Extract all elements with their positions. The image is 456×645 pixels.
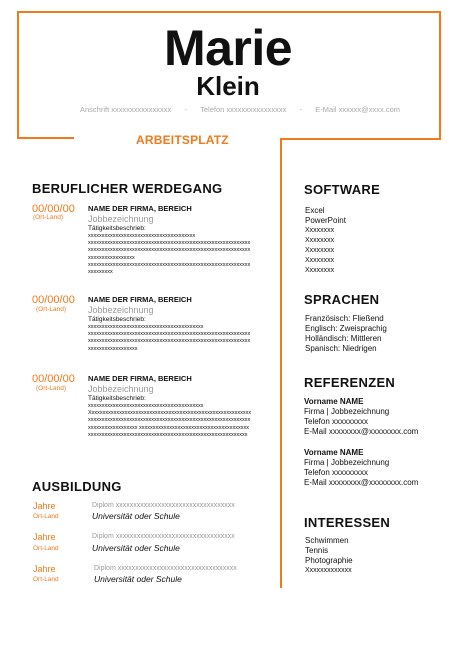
education-year: Jahre	[33, 532, 56, 542]
list-item: Xxxxxxxx	[305, 267, 335, 274]
list-item: Schwimmen	[305, 536, 349, 545]
contact-phone: Telefon xxxxxxxxxxxxxxxx	[200, 105, 287, 114]
company-name: NAME DER FIRMA, BEREICH	[88, 374, 192, 383]
reference-email: E-Mail xxxxxxxx@xxxxxxxx.com	[304, 478, 419, 487]
software-list	[305, 206, 346, 276]
experience-place: (Ort-Land)	[36, 306, 66, 313]
job-role: Jobbezeichnung	[88, 384, 154, 394]
task-line: xxxxxxxxxxxxxxxxxxxxxxxxxxxxxxxxxxxxxxxxxx	[88, 324, 204, 330]
experience-place: (Ort-Land)	[36, 385, 66, 392]
list-item: Excel	[305, 206, 325, 215]
interests-heading: INTERESSEN	[304, 515, 391, 530]
reference-phone: Telefon xxxxxxxxx	[304, 468, 369, 477]
list-item: Spanisch: Niedrigen	[305, 344, 377, 353]
education-place: Ort-Land	[33, 576, 59, 583]
task-line: xxxxxxxxxxxxxxxxxx	[88, 345, 138, 352]
task-line: xxxxxxxxxxxxxxxxxxxxxxxxxxxxxxxxxxxxxxxxxx	[88, 403, 204, 409]
task-line: xxxxxxxxxxxxxxxxxx xxxxxxxxxxxxxxxxxxxxxxxxxxxxxxxxxxxxxxxx	[88, 424, 250, 431]
reference-email: E-Mail xxxxxxxx@xxxxxxxx.com	[304, 427, 419, 436]
task-line: Xxxxxxxxxxxxxxxxxxxxxxxxxxxxxxxxxxxxxxxxxxxxxxxxxxxxxxxxxxx	[88, 410, 252, 417]
frame-line-top	[17, 11, 441, 13]
column-divider	[280, 138, 282, 588]
interests-list	[305, 536, 353, 576]
education-place: Ort-Land	[33, 513, 59, 520]
reference-phone: Telefon xxxxxxxxx	[304, 417, 369, 426]
frame-line-bottom-left	[17, 137, 74, 139]
reference-firm: Firma | Jobbezeichnung	[304, 407, 390, 416]
software-heading: SOFTWARE	[304, 182, 381, 197]
list-item: Xxxxxxxx	[305, 257, 335, 264]
school: Universität oder Schule	[92, 511, 180, 521]
contact-separator: -	[299, 105, 303, 114]
experience-heading: BERUFLICHER WERDEGANG	[32, 181, 223, 196]
experience-place: (Ort-Land)	[33, 214, 63, 221]
job-role: Jobbezeichnung	[88, 305, 154, 315]
education-year: Jahre	[33, 501, 56, 511]
reference-entry	[304, 448, 418, 488]
diploma: Diplom xxxxxxxxxxxxxxxxxxxxxxxxxxxxxxxxxx	[94, 565, 237, 572]
frame-line-bottom-right	[280, 138, 441, 140]
reference-name: Vorname NAME	[304, 448, 364, 457]
task-line: xxxxxxxxxxxxxxxxxxxxxxxxxxxxxxxxxxxxxxxxxxxxxxxxxxxxxxxxxx	[88, 431, 248, 438]
list-item: Tennis	[305, 546, 329, 555]
list-item: Xxxxxxxx	[305, 227, 335, 234]
diploma: Diplom xxxxxxxxxxxxxxxxxxxxxxxxxxxxxxxxxx	[92, 502, 235, 509]
school: Universität oder Schule	[94, 574, 182, 584]
reference-firm: Firma | Jobbezeichnung	[304, 458, 390, 467]
reference-entry	[304, 397, 418, 437]
list-item: Photographie	[305, 556, 353, 565]
education-year: Jahre	[33, 564, 56, 574]
education-place: Ort-Land	[33, 545, 59, 552]
contact-separator: -	[184, 105, 187, 114]
languages-heading: SPRACHEN	[304, 292, 380, 307]
list-item: Xxxxxxxx	[305, 237, 335, 244]
list-item: Französisch: Fließend	[305, 314, 384, 323]
list-item: Xxxxxxxx	[305, 247, 335, 254]
job-role: Jobbezeichnung	[88, 214, 154, 224]
job-title: ARBEITSPLATZ	[136, 133, 229, 147]
task-line: xxxxxxxxxxxxxxxxxxxxxxxxxxxxxxxxxxxxxxxxxxxxxxxxxxxxxxxxxxx	[88, 338, 251, 345]
task-line: xxxxxxxxxxxxxxxxxxxxxxxxxxxxxxxxxxxxxxxxxxxxxxxxxxxxxxxxxxx	[88, 240, 251, 247]
diploma: Diplom xxxxxxxxxxxxxxxxxxxxxxxxxxxxxxxxxx	[92, 533, 235, 540]
experience-date: 00/00/00	[32, 373, 75, 385]
task-line: xxxxxxxxxxxxxxxxxxxxxxxxxxxxxxxxxxxxxxxxxxxxxxxxxxxxxxxxxxx	[88, 417, 251, 424]
task-label: Tätigkeitsbeschrieb:	[88, 316, 146, 323]
task-label: Tätigkeitsbeschrieb:	[88, 395, 146, 402]
task-label: Tätigkeitsbeschrieb:	[88, 225, 146, 232]
experience-date: 00/00/00	[32, 294, 75, 306]
languages-list	[305, 314, 387, 354]
company-name: NAME DER FIRMA, BEREICH	[88, 204, 192, 213]
school: Universität oder Schule	[92, 543, 180, 553]
first-name: Marie	[163, 20, 293, 76]
task-line: xxxxxxxxxxxxxxxxxxxxxxxxxxxxxxxxxxxxxxxxxxxxxxxxxxxxxxxxxxx	[88, 331, 251, 338]
last-name: Klein	[196, 71, 260, 101]
list-item: Holländisch: Mittleren	[305, 334, 382, 343]
task-line: xxxxxxxxx	[88, 269, 113, 276]
contact-address: Anschrift xxxxxxxxxxxxxxxx	[80, 105, 172, 114]
references-heading: REFERENZEN	[304, 375, 396, 390]
list-item: PowerPoint	[305, 216, 346, 225]
task-line: xxxxxxxxxxxxxxxxx	[88, 254, 135, 261]
list-item: Xxxxxxxxxxxxx	[305, 567, 352, 574]
contact-email: E-Mail xxxxxx@xxxx.com	[315, 105, 400, 114]
task-line: xxxxxxxxxxxxxxxxxxxxxxxxxxxxxxxxxxxxxxxxxxxxxxxxxxxxxxxxxxx	[88, 247, 251, 254]
reference-name: Vorname NAME	[304, 397, 364, 406]
task-line: xxxxxxxxxxxxxxxxxxxxxxxxxxxxxxxxxxxxxxx	[88, 233, 196, 239]
task-line: xxxxxxxxxxxxxxxxxxxxxxxxxxxxxxxxxxxxxxxxxxxxxxxxxxxxxxxxxxx	[88, 261, 251, 268]
education-heading: AUSBILDUNG	[32, 479, 122, 494]
list-item: Englisch: Zweisprachig	[305, 324, 387, 333]
company-name: NAME DER FIRMA, BEREICH	[88, 295, 192, 304]
contact-line	[80, 105, 400, 114]
experience-date: 00/00/00	[32, 203, 75, 215]
